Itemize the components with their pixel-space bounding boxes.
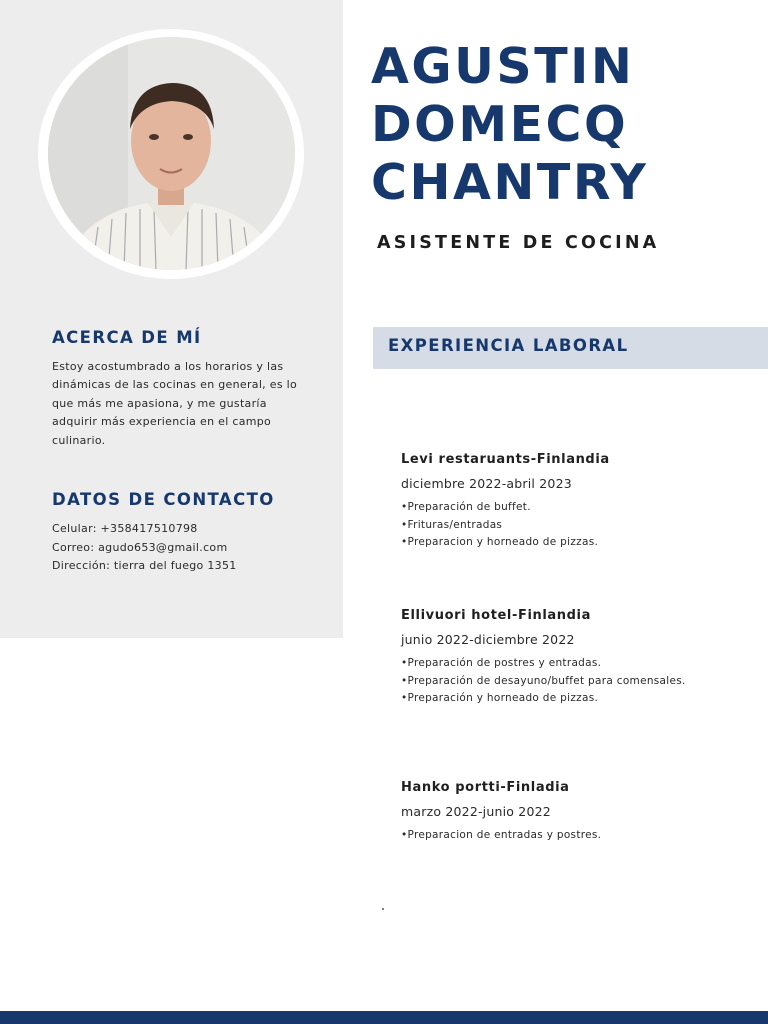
stray-dot [382,908,384,910]
job-company: Ellivuori hotel-Finlandia [401,608,591,623]
job-entry [401,452,761,552]
contact-email: Correo: agudo653@gmail.com [52,540,228,554]
footer-bar [0,1011,768,1024]
name-line: AGUSTIN [371,38,635,95]
job-dates: diciembre 2022-abril 2023 [401,476,572,491]
job-company: Hanko portti-Finladia [401,780,570,795]
about-heading: ACERCA DE MÍ [52,328,202,347]
name-line: DOMECQ [371,96,629,153]
job-task: • Frituras/entradas [401,517,761,535]
contact-heading: DATOS DE CONTACTO [52,490,275,509]
job-dates: junio 2022-diciembre 2022 [401,632,575,647]
name-line: CHANTRY [371,154,649,211]
about-line: culinario. [52,433,106,447]
job-task-list [401,499,761,552]
experience-heading: EXPERIENCIA LABORAL [388,336,629,355]
candidate-name [371,38,648,212]
job-task: • Preparación de buffet. [401,499,761,517]
job-dates: marzo 2022-junio 2022 [401,804,551,819]
job-task: • Preparación de postres y entradas. [401,655,761,673]
job-task: • Preparación y horneado de pizzas. [401,690,761,708]
job-task: • Preparacion y horneado de pizzas. [401,534,761,552]
job-task: • Preparacion de entradas y postres. [401,827,761,845]
about-line: adquirir más experiencia en el campo [52,415,272,429]
about-line: que más me apasiona, y me gustaría [52,396,267,410]
about-line: Estoy acostumbrado a los horarios y las [52,360,284,373]
experience-heading-band [373,327,768,369]
about-text [52,358,302,450]
job-company: Levi restaruants-Finlandia [401,452,610,467]
job-task-list [401,655,761,708]
job-task: • Preparación de desayuno/buffet para comensales. [401,673,761,691]
job-task-list [401,827,761,845]
contact-list [52,520,237,576]
contact-address: Dirección: tierra del fuego 1351 [52,559,237,573]
job-entry [401,608,761,708]
job-entry [401,780,761,845]
contact-phone: Celular: +358417510798 [52,522,198,535]
about-line: dinámicas de las cocinas en general, es lo [52,378,298,392]
profile-photo [48,37,295,270]
job-title: ASISTENTE DE COCINA [377,233,660,253]
